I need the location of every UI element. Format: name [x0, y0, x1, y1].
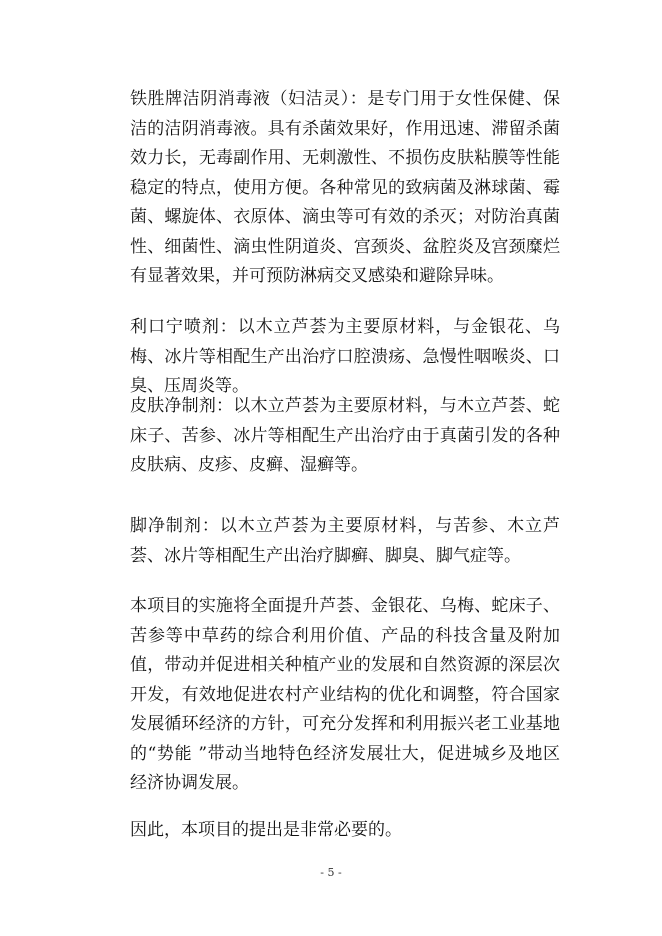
paragraph-spray: 利口宁喷剂：以木立芦荟为主要原材料，与金银花、乌梅、冰片等相配生产出治疗口腔溃疡、急慢性咽喉炎、口臭、压周炎等。 [130, 317, 560, 396]
paragraph-skin-preparation: 皮肤净制剂：以木立芦荟为主要原材料，与木立芦荟、蛇床子、苦参、冰片等相配生产出治疗由于真菌引发的各种皮肤病、皮疹、皮癣、湿癣等。 [130, 396, 560, 475]
page-number: - 5 - [320, 866, 342, 879]
paragraph-conclusion: 因此，本项目的提出是非常必要的。 [130, 820, 402, 840]
paragraph-project-impact: 本项目的实施将全面提升芦荟、金银花、乌梅、蛇床子、苦参等中草药的综合利用价值、产品的科技含量及附加值，带动并促进相关种植产业的发展和自然资源的深层次开发，有效地促进农村产业结构的优化和调整，符合国家发展循环经济的方针，可充分发挥和利用振兴老工业基地的“势能 ”带动当地特色经济发展壮大，促进城乡及地区经济协调发展。 [130, 596, 560, 793]
paragraph-foot-preparation: 脚净制剂：以木立芦荟为主要原材料，与苦参、木立芦荟、冰片等相配生产出治疗脚癣、脚臭、脚气症等。 [130, 516, 560, 566]
paragraph-disinfectant: 铁胜牌洁阴消毒液（妇洁灵）：是专门用于女性保健、保洁的洁阴消毒液。具有杀菌效果好，作用迅速、滞留杀菌效力长，无毒副作用、无刺激性、不损伤皮肤粘膜等性能稳定的特点，使用方便。各种常见的致病菌及淋球菌、霉菌、螺旋体、衣原体、滴虫等可有效的杀灭；对防治真菌性、细菌性、滴虫性阴道炎、宫颈炎、盆腔炎及宫颈糜烂有显著效果，并可预防淋病交叉感染和避除异味。 [130, 89, 560, 286]
